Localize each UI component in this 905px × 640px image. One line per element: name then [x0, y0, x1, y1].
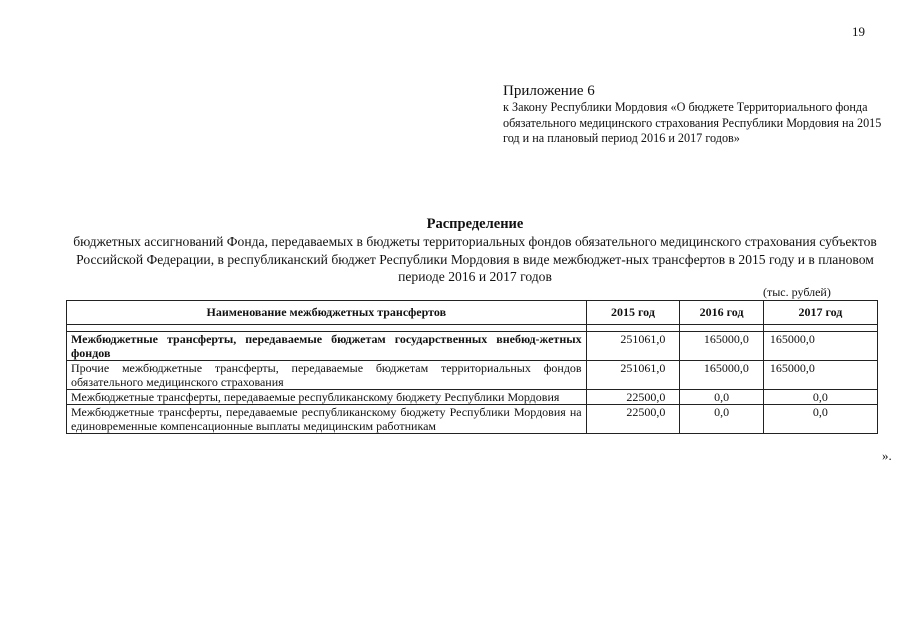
- table-spacer-row: [67, 325, 878, 332]
- units-label: (тыс. рублей): [763, 285, 831, 299]
- row-name: Прочие межбюджетные трансферты, передаваемые бюджетам территориальных фондов обязательного медицинского страхования: [67, 361, 587, 390]
- table-row: [67, 332, 878, 361]
- row-value-2015: 251061,0: [586, 332, 680, 361]
- row-value-2017: 165000,0: [763, 361, 877, 390]
- table-row: [67, 405, 878, 434]
- appendix-reference: к Закону Республики Мордовия «О бюджете Территориального фонда обязательного медицинского страхования Республики Мордовия на 2015 год и на плановый период 2016 и 2017 годов»: [503, 100, 882, 145]
- header-name: Наименование межбюджетных трансфертов: [67, 301, 587, 325]
- document-heading: [70, 216, 880, 286]
- row-value-2016: 165000,0: [680, 332, 764, 361]
- appendix-block: [503, 82, 893, 147]
- closing-quote: ».: [882, 448, 892, 463]
- row-value-2017: 0,0: [763, 405, 877, 434]
- page-number: 19: [852, 24, 865, 39]
- table-row: [67, 390, 878, 405]
- row-value-2015: 22500,0: [586, 390, 680, 405]
- row-name: Межбюджетные трансферты, передаваемые республиканскому бюджету Республики Мордовия: [67, 390, 587, 405]
- heading-subtitle: бюджетных ассигнований Фонда, передаваемых в бюджеты территориальных фондов обязательного медицинского страхования субъектов Российской Федерации, в республиканский бюджет Республики Мордовия в виде межбюджет-ных трансфертов в 2015 году и в плановом периоде 2016 и 2017 годов: [73, 234, 877, 284]
- appendix-title: Приложение 6: [503, 83, 595, 99]
- row-value-2015: 251061,0: [586, 361, 680, 390]
- row-name: Межбюджетные трансферты, передаваемые бюджетам государственных внебюд-жетных фондов: [67, 332, 587, 361]
- heading-title: Распределение: [426, 216, 524, 232]
- row-value-2015: 22500,0: [586, 405, 680, 434]
- transfers-table: [66, 300, 878, 434]
- row-value-2017: 165000,0: [763, 332, 877, 361]
- table-row: [67, 361, 878, 390]
- header-2017: 2017 год: [763, 301, 877, 325]
- row-name: Межбюджетные трансферты, передаваемые республиканскому бюджету Республики Мордовия на единовременные компенсационные выплаты медицинским работникам: [67, 405, 587, 434]
- row-value-2017: 0,0: [763, 390, 877, 405]
- row-value-2016: 165000,0: [680, 361, 764, 390]
- table-header-row: [67, 301, 878, 325]
- row-value-2016: 0,0: [680, 405, 764, 434]
- header-2016: 2016 год: [680, 301, 764, 325]
- header-2015: 2015 год: [586, 301, 680, 325]
- row-value-2016: 0,0: [680, 390, 764, 405]
